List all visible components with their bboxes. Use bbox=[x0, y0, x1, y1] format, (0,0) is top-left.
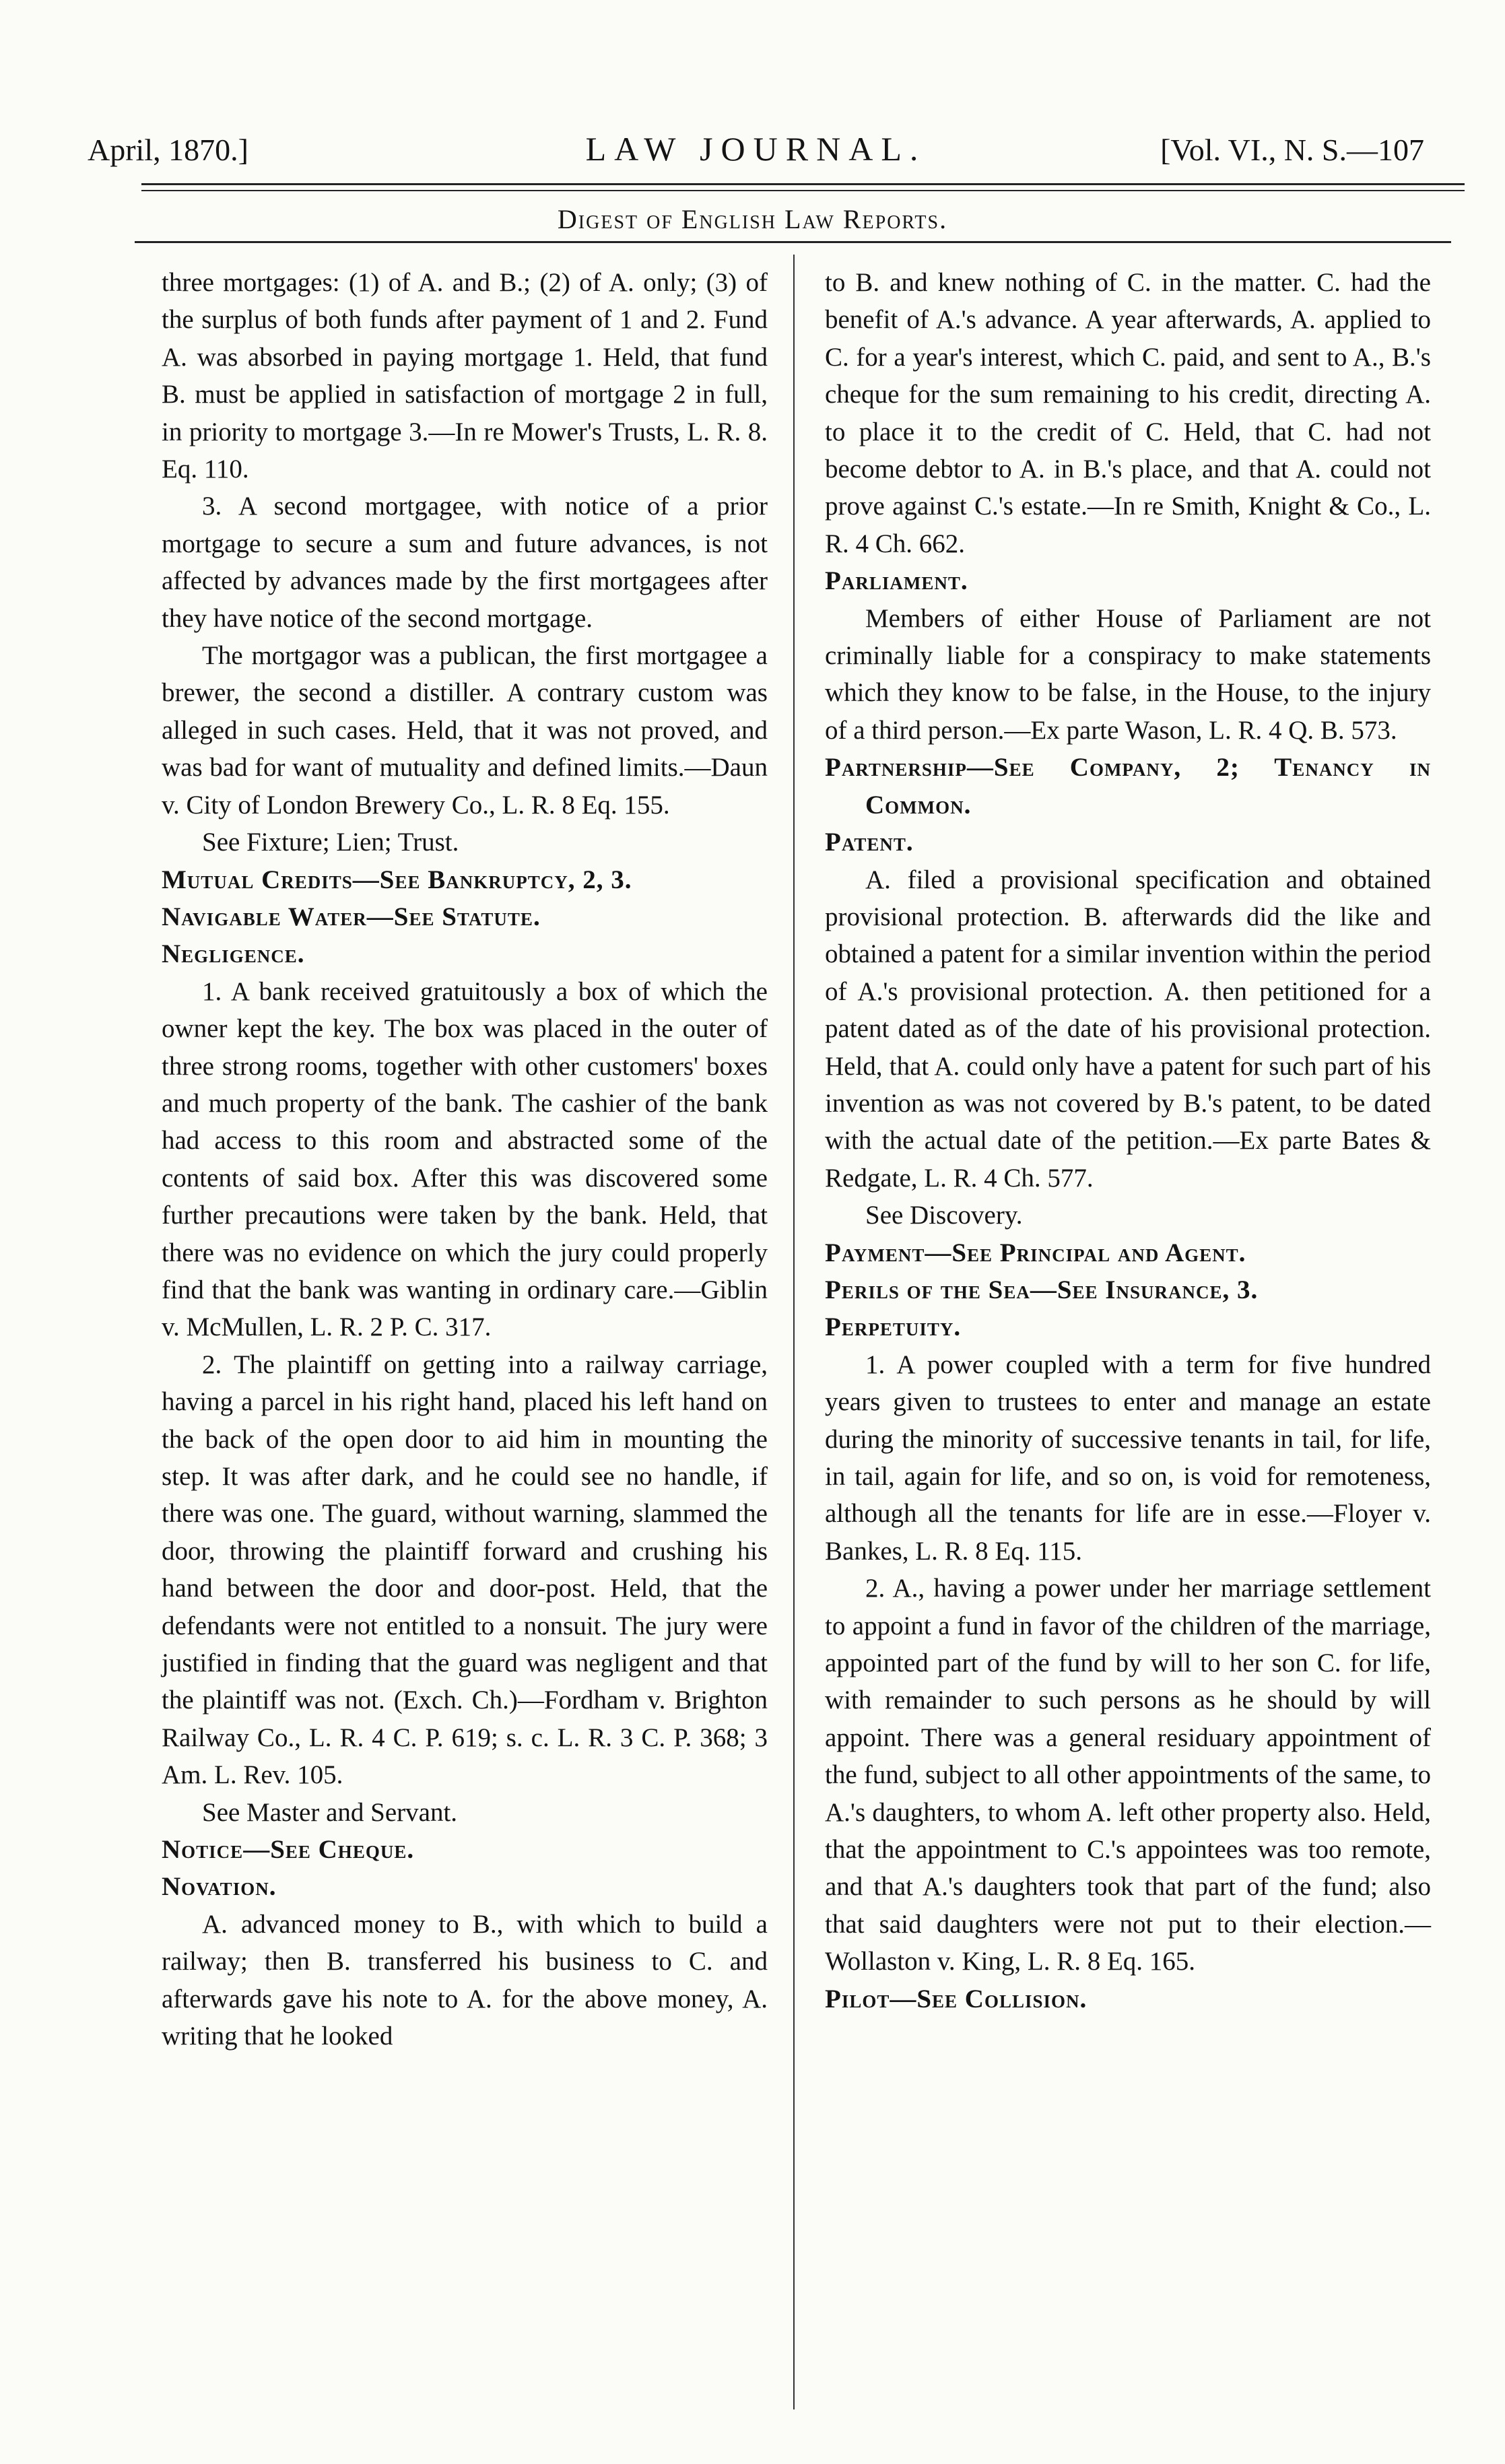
digest-entry: 2. A., having a power under her marriage settlement to appoint a fund in favor of the children of the marriage, appointed part of the fund by will to her son C. for life, with remainder to such persons as he should by will appoint. There was a general residuary appointment of the fund, subject to all other appointments of the same, to A.'s daughters, to whom A. left other property also. Held, that the appointment to C.'s appointees was too remote, and that A.'s daughters took that part of the fund; also that said daughters were not put to their election.—Wollaston v. King, L. R. 8 Eq. 165. bbox=[825, 1574, 1431, 1976]
digest-entry-continued: to B. and knew nothing of C. in the matter. C. had the benefit of A.'s advance. A year afterwards, A. applied to C. for a year's interest, which C. paid, and sent to A., B.'s cheque for the sum remaining to his credit, directing A. to place it to the credit of C. Held, that C. had not become debtor to A. in B.'s place, and that A. could not prove against C.'s estate.—In re Smith, Knight & Co., L. R. 4 Ch. 662. bbox=[825, 268, 1431, 558]
column-divider bbox=[793, 255, 795, 2409]
digest-heading: Novation. bbox=[162, 1872, 277, 1902]
digest-entry: The mortgagor was a publican, the first mortgagee a brewer, the second a distiller. A contrary custom was alleged in such cases. Held, that it was not proved, and was bad for want of mutuality and defined limits.—Daun v. City of London Brewery Co., L. R. 8 Eq. 155. bbox=[162, 641, 768, 820]
header-rule bbox=[141, 183, 1465, 185]
digest-entry: 1. A bank received gratuitously a box of which the owner kept the key. The box was placed in the outer of three strong rooms, together with other customers' boxes and much property of the bank. The cashier of the bank had access to this room and abstracted some of the contents of said box. After this was discovered some further precautions were taken by the bank. Held, that there was no evidence on which the jury could properly find that the bank was wanting in ordinary care.—Giblin v. McMullen, L. R. 2 P. C. 317. bbox=[162, 976, 768, 1342]
digest-entry: A. advanced money to B., with which to build a railway; then B. transferred his business to C. and afterwards gave his note to A. for the above money, A. writing that he looked bbox=[162, 1909, 768, 2051]
digest-entry: Members of either House of Parliament are not criminally liable for a conspiracy to make statements which they know to be false, in the House, to the injury of a third person.—Ex parte Wason, L. R. 4 Q. B. 573. bbox=[825, 603, 1431, 745]
digest-heading: Payment—See Principal and Agent. bbox=[825, 1238, 1246, 1267]
section-rule bbox=[135, 241, 1451, 243]
digest-heading: Mutual Credits—See Bankruptcy, 2, 3. bbox=[162, 865, 632, 894]
section-title: Digest of English Law Reports. bbox=[557, 204, 948, 234]
right-column bbox=[825, 264, 1431, 2018]
digest-entry-continued: three mortgages: (1) of A. and B.; (2) of A. only; (3) of the surplus of both funds after payment of 1 and 2. Fund A. was absorbed in paying mortgage 1. Held, that fund B. must be applied in satisfaction of mortgage 2 in full, in priority to mortgage 3.—In re Mower's Trusts, L. R. 8. Eq. 110. bbox=[162, 268, 768, 484]
digest-heading: Pilot—See Collision. bbox=[825, 1984, 1088, 2013]
volume-page: [Vol. VI., N. S.—107 bbox=[1160, 133, 1424, 167]
digest-heading: Perils of the Sea—See Insurance, 3. bbox=[825, 1275, 1259, 1304]
header-date: April, 1870.] bbox=[88, 133, 248, 167]
journal-title: LAW JOURNAL. bbox=[585, 130, 927, 168]
digest-entry: 2. The plaintiff on getting into a railway carriage, having a parcel in his right hand, placed his left hand on the back of the open door to aid him in mounting the step. It was after dark, and he could see no handle, if there was one. The guard, without warning, slammed the door, throwing the plaintiff forward and crushing his hand between the door and door-post. Held, that the defendants were not entitled to a nonsuit. The jury were justified in finding that the guard was negligent and that the plaintiff was not. (Exch. Ch.)—Fordham v. Brighton Railway Co., L. R. 4 C. P. 619; s. c. L. R. 3 C. P. 368; 3 Am. L. Rev. 105. bbox=[162, 1350, 768, 1790]
cross-reference: See Master and Servant. bbox=[202, 1797, 458, 1827]
digest-heading: Perpetuity. bbox=[825, 1312, 962, 1342]
digest-heading: Navigable Water—See Statute. bbox=[162, 902, 541, 931]
header-rule-thin bbox=[141, 190, 1465, 191]
cross-reference: See Discovery. bbox=[865, 1201, 1023, 1230]
digest-heading: Negligence. bbox=[162, 939, 305, 969]
digest-heading: Patent. bbox=[825, 828, 914, 857]
running-header bbox=[88, 120, 1424, 180]
digest-heading: Notice—See Cheque. bbox=[162, 1835, 415, 1865]
digest-entry: 3. A second mortgagee, with notice of a prior mortgage to secure a sum and future advances, is not affected by advances made by the first mortgagees after they have notice of the second mortgage. bbox=[162, 492, 768, 633]
digest-heading: Partnership—See Company, 2; Tenancy in Common. bbox=[825, 753, 1431, 820]
digest-entry: A. filed a provisional specification and obtained provisional protection. B. afterwards did the like and obtained a patent for a similar invention within the period of A.'s provisional protection. A. then petitioned for a patent dated as of the date of his provisional protection. Held, that A. could only have a patent for such part of his invention as was not covered by B.'s patent, to be dated with the actual date of the petition.—Ex parte Bates & Redgate, L. R. 4 Ch. 577. bbox=[825, 865, 1432, 1193]
digest-heading: Parliament. bbox=[825, 566, 968, 596]
left-column bbox=[162, 264, 768, 2055]
digest-entry: 1. A power coupled with a term for five hundred years given to trustees to enter and manage an estate during the minority of successive tenants in tail, for life, in tail, again for life, and so on, is void for remoteness, although all the tenants for life are in esse.—Floyer v. Bankes, L. R. 8 Eq. 115. bbox=[825, 1350, 1431, 1566]
cross-reference: See Fixture; Lien; Trust. bbox=[202, 828, 459, 857]
